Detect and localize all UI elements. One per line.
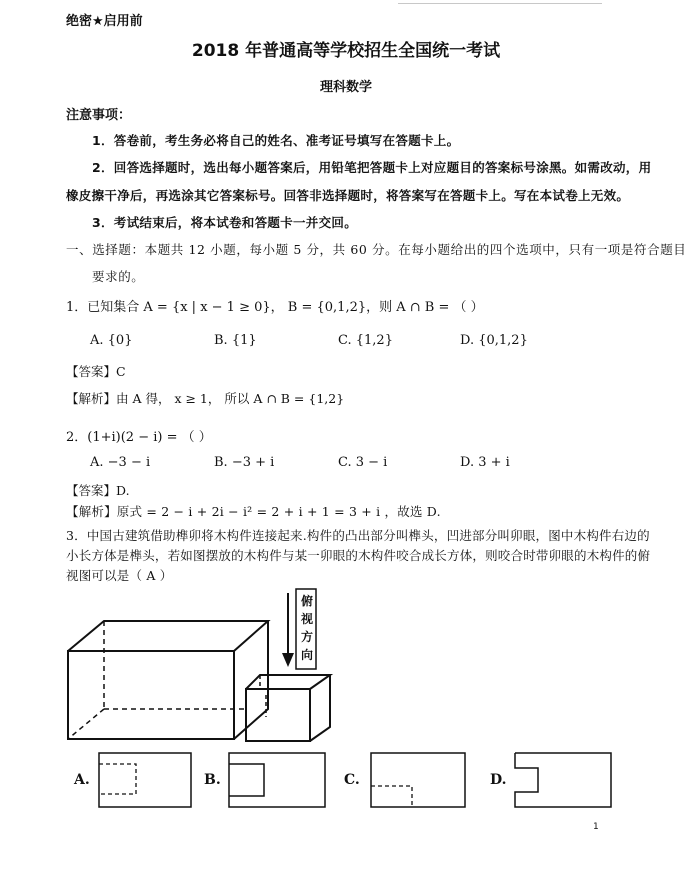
q1-option-a: A. {0} xyxy=(90,333,133,348)
notice-heading: 注意事项： xyxy=(66,108,132,123)
q2-option-d: D. 3 + i xyxy=(460,455,510,470)
section-heading-cont: 要求的。 xyxy=(92,269,145,284)
tenon-front xyxy=(246,689,310,741)
notice-item-1: 1．答卷前，考生务必将自己的姓名、准考证号填写在答题卡上。 xyxy=(92,133,460,148)
choice-a-label: A. xyxy=(74,772,90,788)
q1-stem: 1．已知集合 A = {x | x − 1 ≥ 0}， B = {0,1,2}，则 A ∩ B = （ ） xyxy=(66,300,484,315)
notice-item-3: 3．考试结束后，将本试卷和答题卡一并交回。 xyxy=(92,215,357,230)
q3-stem-line1: 3．中国古建筑借助榫卯将木构件连接起来.构件的凸出部分叫榫头，凹进部分叫卯眼，图中木构件右边的 xyxy=(66,528,650,543)
exam-subject: 理科数学 xyxy=(319,80,372,95)
choice-b-view xyxy=(228,752,326,808)
q2-answer: 【答案】D. xyxy=(66,483,130,498)
q1-option-c: C. {1,2} xyxy=(338,333,393,348)
q2-option-a: A. −3 − i xyxy=(90,455,151,470)
confidential-label: 绝密★启用前 xyxy=(66,14,143,29)
choice-c-view xyxy=(370,752,466,808)
q1-option-d: D. {0,1,2} xyxy=(460,333,528,348)
mortise-tenon-figure xyxy=(60,585,380,745)
choice-c-label: C. xyxy=(344,772,360,788)
q1-option-b: B. {1} xyxy=(214,333,257,348)
choice-d-label: D. xyxy=(490,772,507,788)
q2-option-c: C. 3 − i xyxy=(338,455,388,470)
large-box-front xyxy=(68,651,234,739)
notice-item-2: 2．回答选择题时，选出每小题答案后，用铅笔把答题卡上对应题目的答案标号涂黑。如需改动，用 xyxy=(92,160,652,175)
q1-analysis: 【解析】由 A 得， x ≥ 1， 所以 A ∩ B = {1,2} xyxy=(66,391,345,406)
page-number: 1 xyxy=(593,822,599,832)
top-rule xyxy=(398,0,602,4)
exam-title: 2018 年普通高等学校招生全国统一考试 xyxy=(191,41,501,61)
q1-answer: 【答案】C xyxy=(66,364,126,379)
q3-stem-line3: 视图可以是（ A ） xyxy=(66,568,173,583)
choice-b-label: B. xyxy=(204,772,221,788)
large-box-side xyxy=(234,621,268,739)
notice-item-2-cont: 橡皮擦干净后，再选涂其它答案标号。回答非选择题时，将答案写在答题卡上。写在本试卷上无效。 xyxy=(66,188,630,203)
tenon-side xyxy=(310,675,330,741)
section-heading: 一、选择题：本题共 12 小题，每小题 5 分，共 60 分。在每小题给出的四个选项中，只有一项是符合题目 xyxy=(66,242,687,257)
large-box-top xyxy=(68,621,268,651)
tenon-top xyxy=(246,675,330,689)
q2-stem: 2．(1+i)(2 − i) = （ ） xyxy=(66,430,212,445)
q2-option-b: B. −3 + i xyxy=(214,455,275,470)
choice-d-view xyxy=(514,752,612,808)
q2-analysis: 【解析】原式 = 2 − i + 2i − i² = 2 + i + 1 = 3 + i ，故选 D. xyxy=(66,504,441,519)
q3-stem-line2: 小长方体是榫头，若如图摆放的木构件与某一卯眼的木构件咬合成长方体，则咬合时带卯眼的木构件的俯 xyxy=(66,548,651,563)
view-direction-label: 俯视方向 xyxy=(300,594,313,662)
choice-a-view xyxy=(98,752,192,808)
